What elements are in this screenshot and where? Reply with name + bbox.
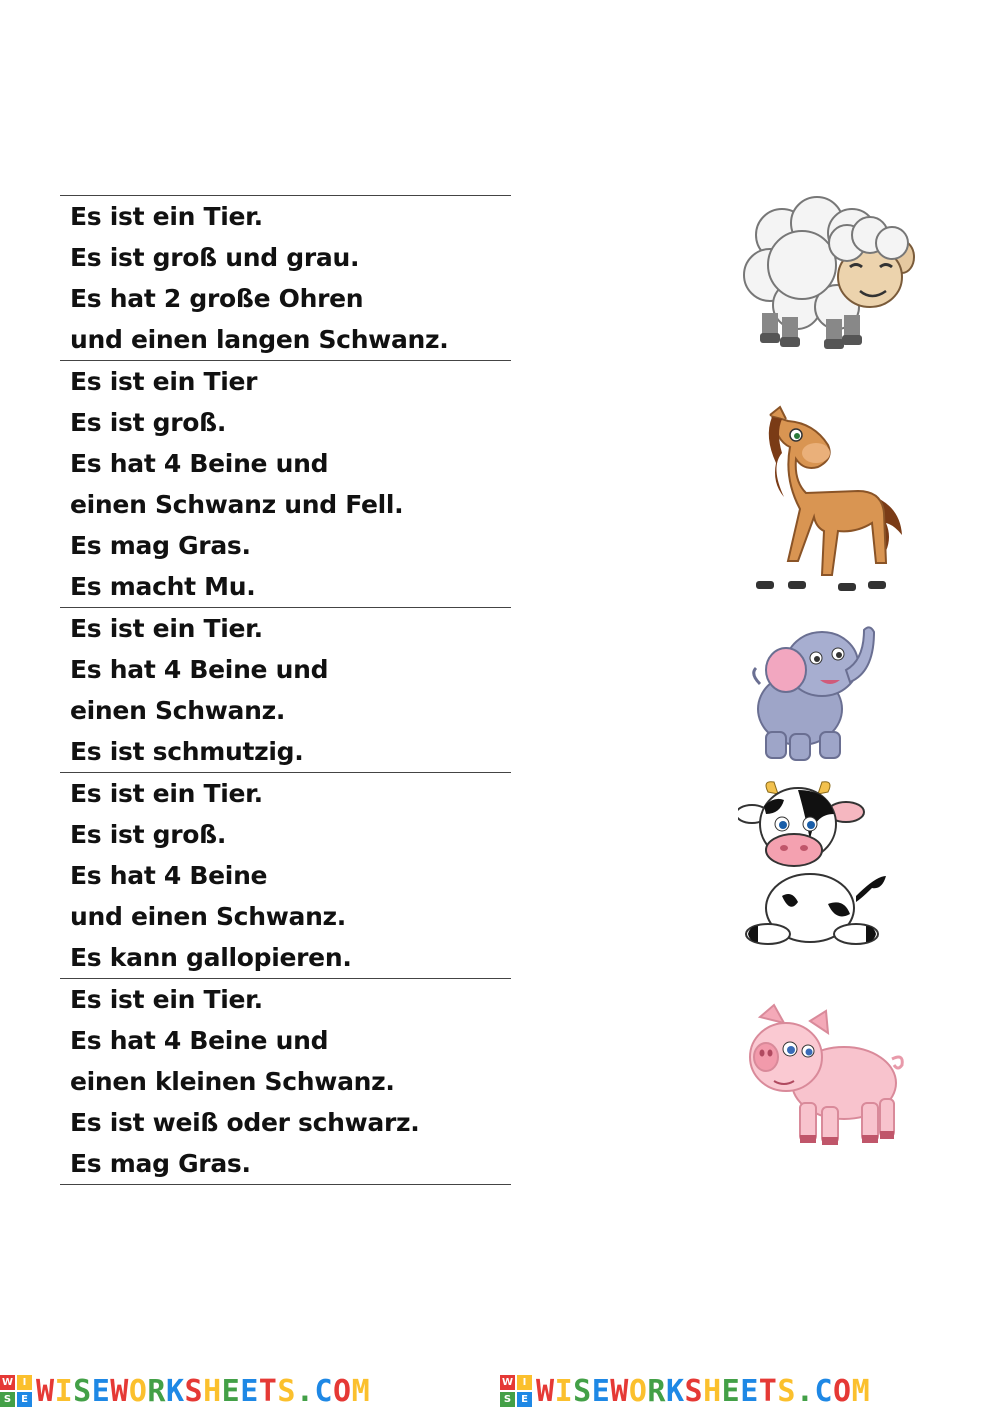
riddle-line: einen Schwanz. <box>70 696 286 725</box>
riddle-line: Es mag Gras. <box>70 531 251 560</box>
riddle-line: Es hat 4 Beine und <box>70 655 329 684</box>
riddle-line: Es hat 4 Beine und <box>70 449 329 478</box>
riddle-line: Es ist ein Tier <box>70 367 258 396</box>
riddle-2 <box>60 360 511 607</box>
riddle-line: Es mag Gras. <box>70 1149 251 1178</box>
riddle-line: Es ist ein Tier. <box>70 779 263 808</box>
riddle-line: Es hat 2 große Ohren <box>70 284 364 313</box>
logo-letter: W <box>501 1377 514 1388</box>
riddle-3 <box>60 607 511 772</box>
sheep-icon <box>742 195 917 357</box>
riddle-line: Es ist ein Tier. <box>70 614 263 643</box>
riddle-line: Es hat 4 Beine <box>70 861 268 890</box>
horse-icon <box>750 405 910 593</box>
riddle-line: Es kann gallopieren. <box>70 943 352 972</box>
logo-letter: I <box>17 1375 32 1390</box>
riddle-line: Es ist schmutzig. <box>70 737 304 766</box>
brand-logo <box>0 1375 32 1407</box>
riddle-5 <box>60 978 511 1185</box>
brand-logo <box>500 1375 532 1407</box>
logo-letter: E <box>17 1392 32 1407</box>
riddle-line: Es ist groß. <box>70 820 227 849</box>
riddle-line: einen Schwanz und Fell. <box>70 490 404 519</box>
riddle-line: einen kleinen Schwanz. <box>70 1067 395 1096</box>
logo-letter: E <box>517 1392 532 1407</box>
logo-letter: S <box>0 1392 15 1407</box>
elephant-icon <box>750 614 878 766</box>
logo-letter: I <box>517 1375 532 1390</box>
riddle-line: Es ist groß und grau. <box>70 243 360 272</box>
pig-icon <box>744 1003 910 1151</box>
riddle-line: und einen Schwanz. <box>70 902 347 931</box>
riddle-line: Es hat 4 Beine und <box>70 1026 329 1055</box>
riddle-line: Es ist ein Tier. <box>70 202 263 231</box>
riddle-line: Es ist weiß oder schwarz. <box>70 1108 420 1137</box>
riddle-1 <box>60 195 511 360</box>
logo-letter: S <box>500 1392 515 1407</box>
brand-right <box>500 1372 1000 1410</box>
footer-watermark <box>0 1372 1000 1410</box>
brand-left <box>0 1372 500 1410</box>
riddle-line: und einen langen Schwanz. <box>70 325 449 354</box>
riddle-table <box>60 195 511 1185</box>
cow-icon <box>738 778 893 950</box>
riddle-line: Es ist ein Tier. <box>70 985 263 1014</box>
brand-text: WISEWORKSHEETS.COM <box>36 1373 371 1409</box>
riddle-line: Es macht Mu. <box>70 572 256 601</box>
logo-letter: W <box>1 1377 14 1388</box>
riddle-4 <box>60 772 511 978</box>
brand-text: WISEWORKSHEETS.COM <box>536 1373 871 1409</box>
riddle-line: Es ist groß. <box>70 408 227 437</box>
